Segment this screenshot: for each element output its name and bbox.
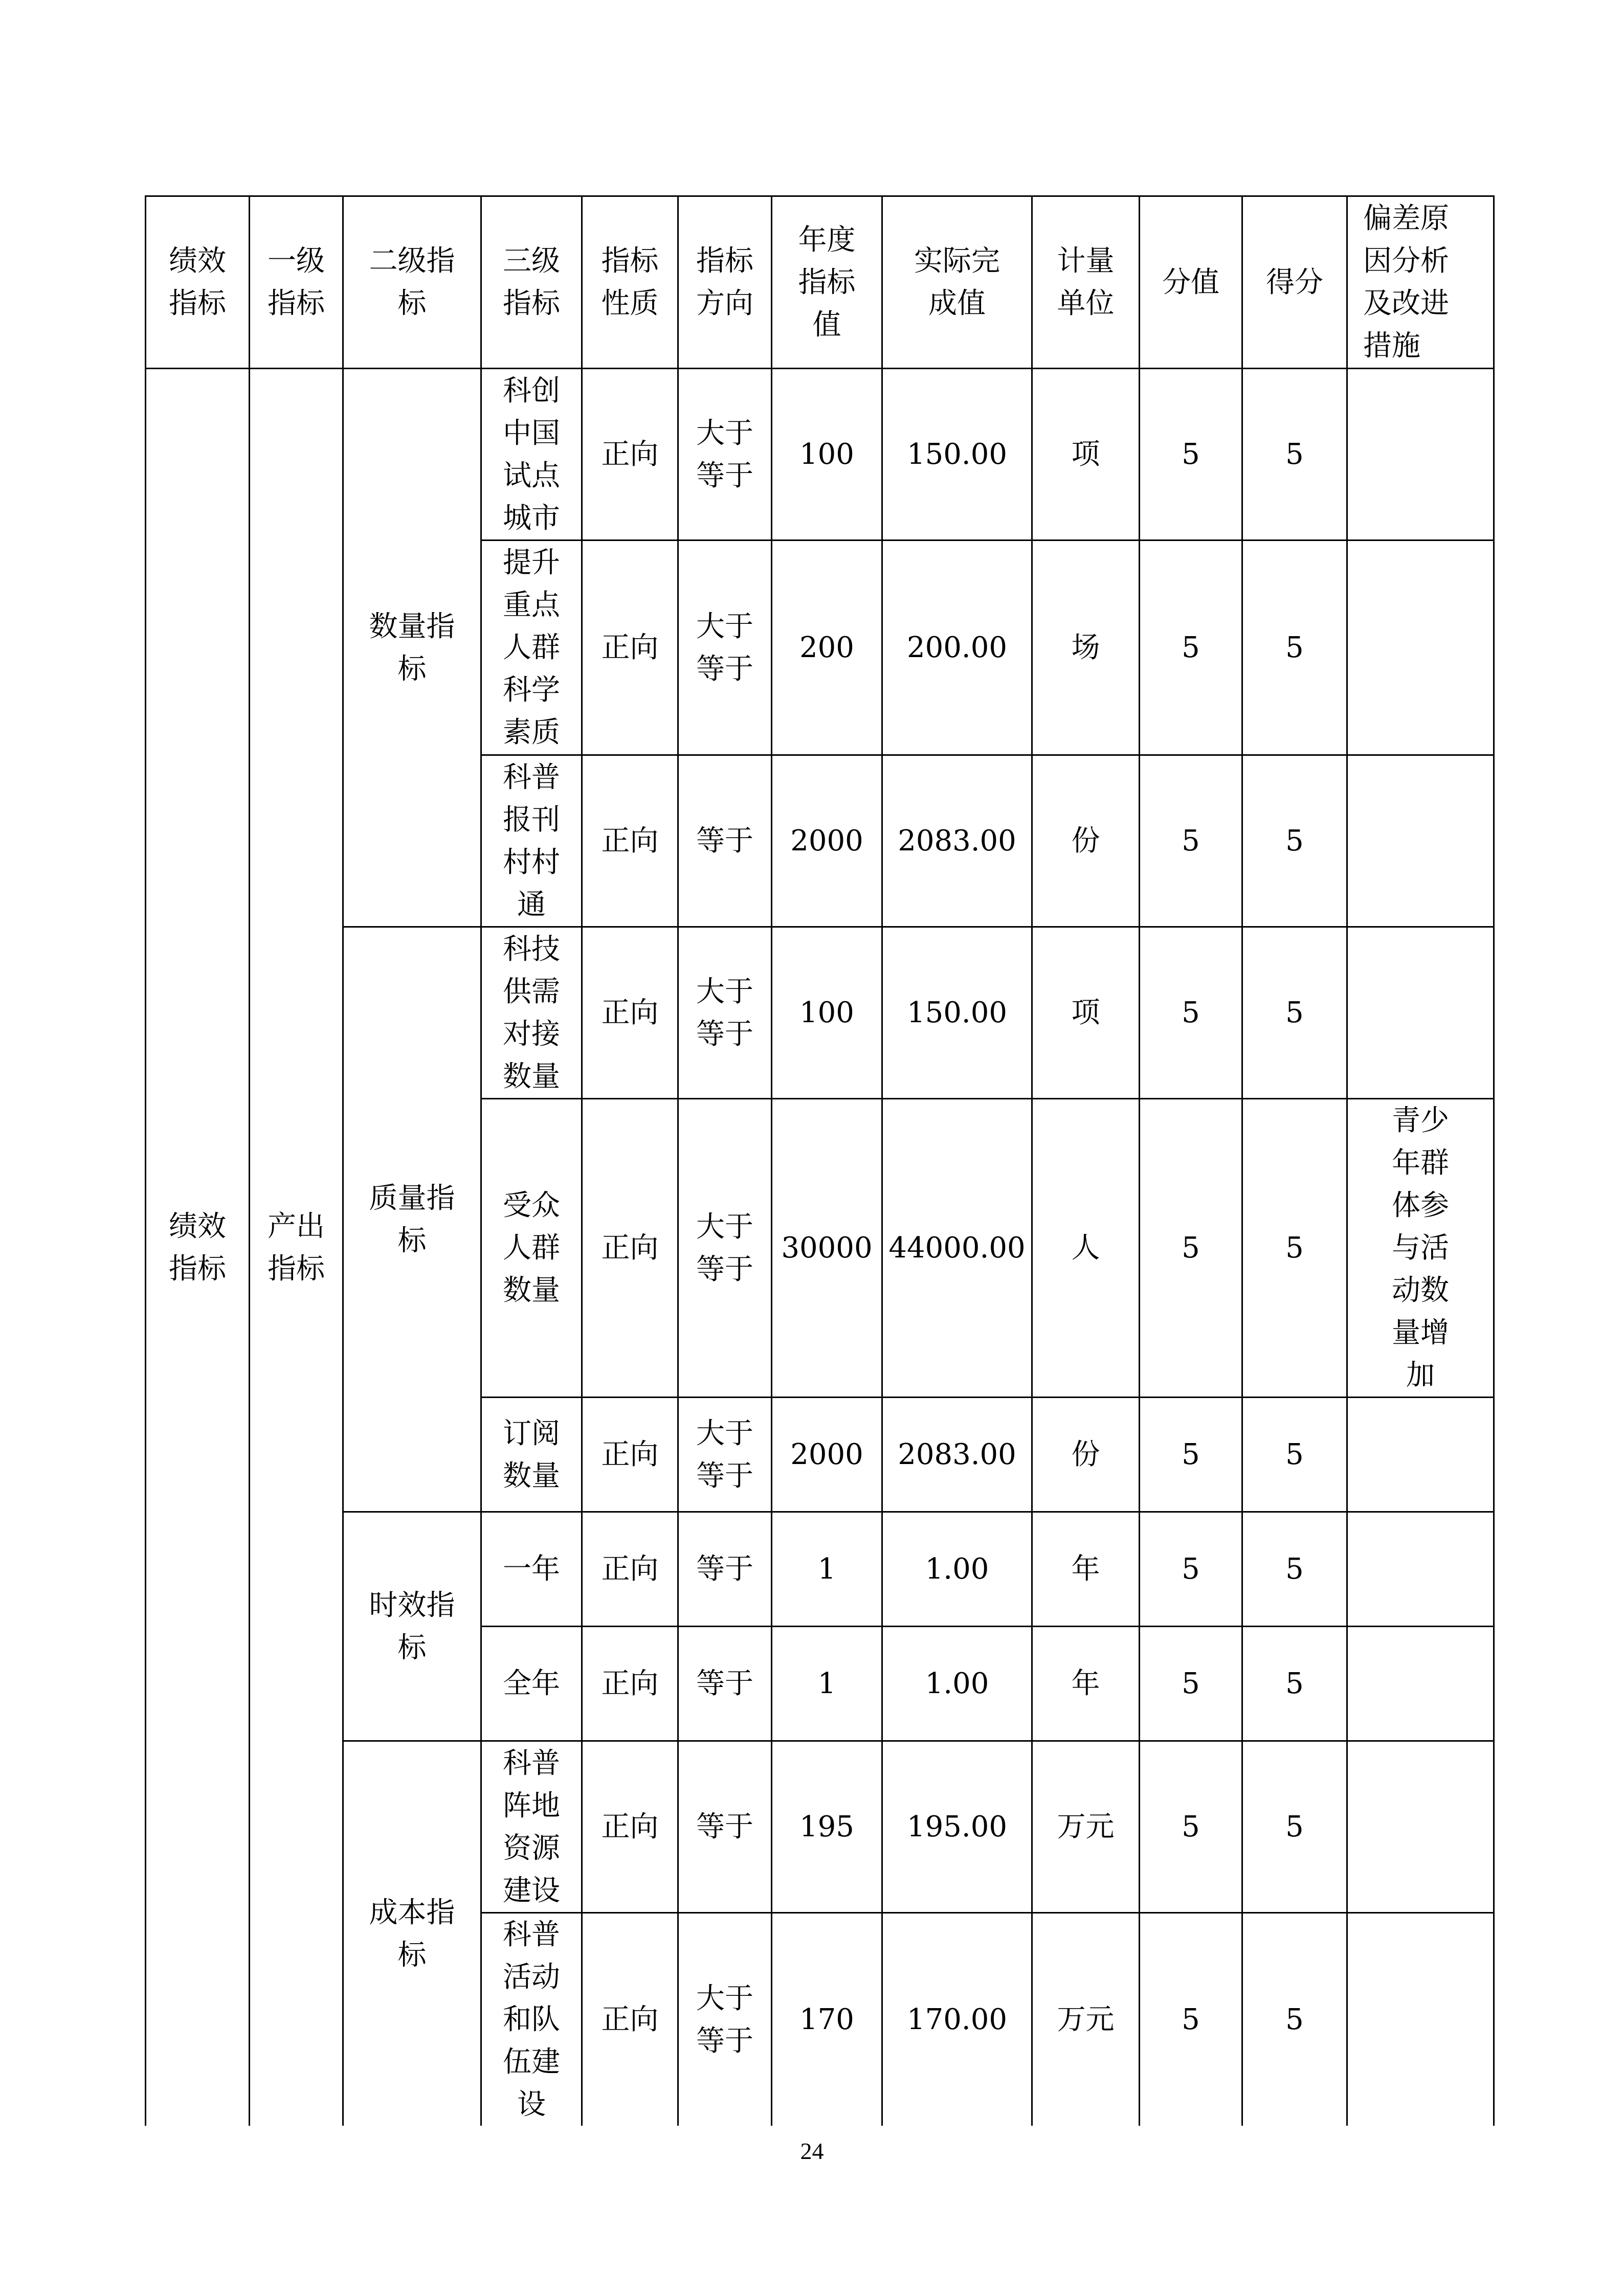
remark-cell [1347,369,1494,541]
actual-cell: 170.00 [882,1913,1032,2126]
nature-cell: 正向 [582,1398,678,1512]
group-output: 产出指标 [250,369,343,2126]
table-row [146,927,1494,1099]
remark-cell [1347,1627,1494,1741]
actual-cell: 44000.00 [882,1099,1032,1398]
direction-cell: 等于 [678,1512,772,1627]
nature-cell: 正向 [582,1913,678,2126]
score-value-cell: 5 [1140,927,1242,1099]
score-cell: 5 [1242,1741,1347,1913]
header-cell: 二级指标 [343,196,481,369]
header-cell: 指标性质 [582,196,678,369]
unit-cell: 万元 [1032,1913,1140,2126]
nature-cell: 正向 [582,755,678,927]
target-cell: 1 [772,1512,882,1627]
table-row [146,369,1494,541]
group-cost: 成本指标 [343,1741,481,2126]
indicator-name: 科普报刊村村通 [481,755,582,927]
group-performance: 绩效指标 [146,369,250,2126]
remark-cell [1347,1512,1494,1627]
direction-cell: 大于等于 [678,927,772,1099]
unit-cell: 份 [1032,755,1140,927]
score-value-cell: 5 [1140,1099,1242,1398]
direction-cell: 大于等于 [678,1398,772,1512]
score-value-cell: 5 [1140,1512,1242,1627]
score-value-cell: 5 [1140,1398,1242,1512]
direction-cell: 等于 [678,755,772,927]
target-cell: 1 [772,1627,882,1741]
remark-cell [1347,1398,1494,1512]
actual-cell: 1.00 [882,1627,1032,1741]
nature-cell: 正向 [582,927,678,1099]
target-cell: 100 [772,927,882,1099]
nature-cell: 正向 [582,1627,678,1741]
group-quality: 质量指标 [343,927,481,1512]
score-value-cell: 5 [1140,1627,1242,1741]
unit-cell: 万元 [1032,1741,1140,1913]
remark-cell [1347,541,1494,755]
direction-cell: 等于 [678,1627,772,1741]
remark-cell [1347,1913,1494,2126]
nature-cell: 正向 [582,1741,678,1913]
nature-cell: 正向 [582,1099,678,1398]
target-cell: 200 [772,541,882,755]
actual-cell: 2083.00 [882,1398,1032,1512]
unit-cell: 年 [1032,1512,1140,1627]
nature-cell: 正向 [582,541,678,755]
table-row [146,1512,1494,1627]
remark-cell [1347,927,1494,1099]
target-cell: 195 [772,1741,882,1913]
remark-cell [1347,1741,1494,1913]
header-cell: 指标方向 [678,196,772,369]
actual-cell: 1.00 [882,1512,1032,1627]
score-cell: 5 [1242,1512,1347,1627]
table-row [146,1741,1494,1913]
header-cell: 分值 [1140,196,1242,369]
indicator-name: 受众人群数量 [481,1099,582,1398]
score-cell: 5 [1242,755,1347,927]
actual-cell: 195.00 [882,1741,1032,1913]
direction-cell: 大于等于 [678,1913,772,2126]
nature-cell: 正向 [582,1512,678,1627]
actual-cell: 150.00 [882,927,1032,1099]
target-cell: 170 [772,1913,882,2126]
target-cell: 2000 [772,755,882,927]
group-quantity: 数量指标 [343,369,481,927]
score-cell: 5 [1242,1099,1347,1398]
score-cell: 5 [1242,1398,1347,1512]
group-timeliness: 时效指标 [343,1512,481,1741]
target-cell: 2000 [772,1398,882,1512]
score-value-cell: 5 [1140,369,1242,541]
unit-cell: 项 [1032,369,1140,541]
page-number: 24 [800,2138,824,2164]
header-cell: 偏差原因分析及改进措施 [1347,196,1494,369]
score-cell: 5 [1242,1627,1347,1741]
header-cell: 绩效指标 [146,196,250,369]
direction-cell: 大于等于 [678,369,772,541]
score-value-cell: 5 [1140,755,1242,927]
indicator-name: 科普活动和队伍建设 [481,1913,582,2126]
direction-cell: 等于 [678,1741,772,1913]
actual-cell: 2083.00 [882,755,1032,927]
score-value-cell: 5 [1140,1913,1242,2126]
indicator-name: 一年 [481,1512,582,1627]
actual-cell: 200.00 [882,541,1032,755]
header-cell: 年度指标值 [772,196,882,369]
indicator-name: 订阅数量 [481,1398,582,1512]
header-cell: 实际完成值 [882,196,1032,369]
target-cell: 100 [772,369,882,541]
direction-cell: 大于等于 [678,1099,772,1398]
header-cell: 三级指标 [481,196,582,369]
score-value-cell: 5 [1140,541,1242,755]
indicator-name: 科创中国试点城市 [481,369,582,541]
indicator-name: 提升重点人群科学素质 [481,541,582,755]
performance-indicator-table [145,195,1495,2126]
score-cell: 5 [1242,1913,1347,2126]
header-row [146,196,1494,369]
score-cell: 5 [1242,927,1347,1099]
unit-cell: 场 [1032,541,1140,755]
header-cell: 得分 [1242,196,1347,369]
indicator-name: 全年 [481,1627,582,1741]
nature-cell: 正向 [582,369,678,541]
unit-cell: 人 [1032,1099,1140,1398]
unit-cell: 份 [1032,1398,1140,1512]
unit-cell: 项 [1032,927,1140,1099]
unit-cell: 年 [1032,1627,1140,1741]
score-value-cell: 5 [1140,1741,1242,1913]
indicator-name: 科技供需对接数量 [481,927,582,1099]
actual-cell: 150.00 [882,369,1032,541]
target-cell: 30000 [772,1099,882,1398]
remark-cell [1347,755,1494,927]
indicator-name: 科普阵地资源建设 [481,1741,582,1913]
remark-cell: 青少年群体参与活动数量增加 [1347,1099,1494,1398]
header-cell: 一级指标 [250,196,343,369]
score-cell: 5 [1242,541,1347,755]
score-cell: 5 [1242,369,1347,541]
header-cell: 计量单位 [1032,196,1140,369]
direction-cell: 大于等于 [678,541,772,755]
